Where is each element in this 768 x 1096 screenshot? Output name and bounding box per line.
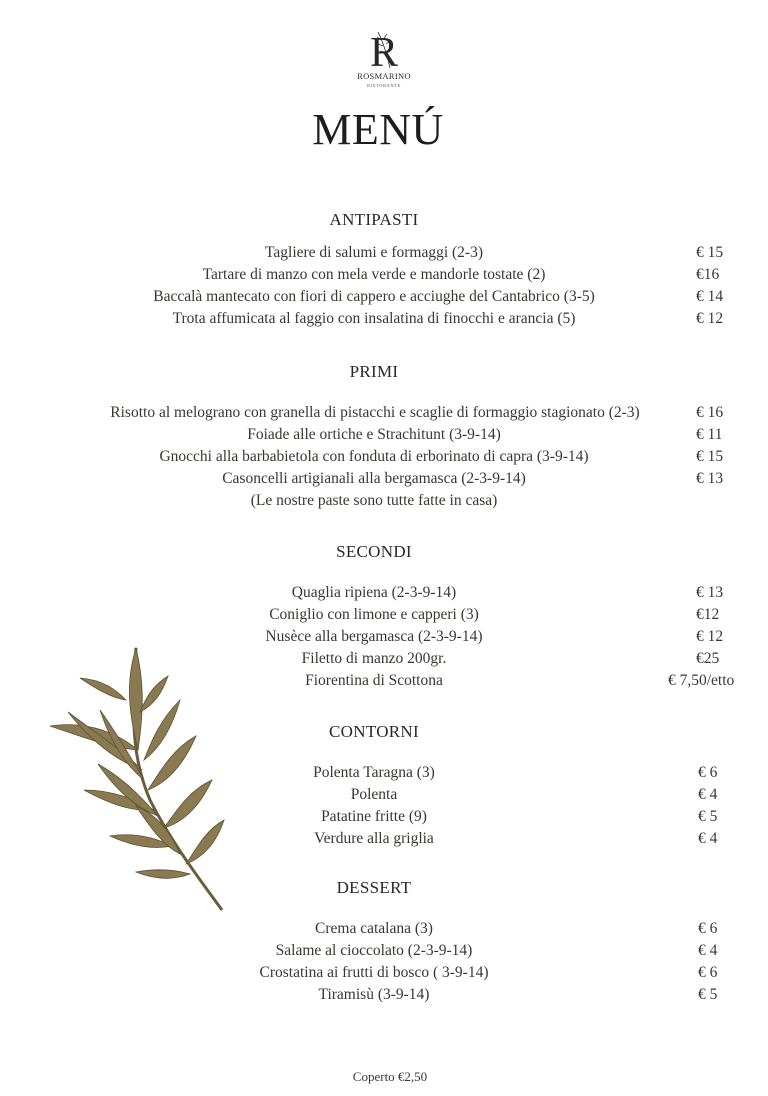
- menu-item-name: Quaglia ripiena (2-3-9-14): [291, 584, 457, 601]
- restaurant-logo: [334, 28, 434, 94]
- menu-item-name: Gnocchi alla barbabietola con fonduta di erborinato di capra (3-9-14): [159, 448, 589, 465]
- menu-item-name: Trota affumicata al faggio con insalatina di finocchi e arancia (5): [172, 310, 576, 327]
- menu-item-price: € 11: [696, 426, 723, 443]
- rosmarino-r-logo-icon: [364, 28, 404, 72]
- menu-item-name: Fiorentina di Scottona: [305, 672, 443, 689]
- menu-item-name: Tiramisù (3-9-14): [318, 986, 430, 1003]
- menu-item-price: € 14: [696, 288, 724, 305]
- menu-item-price: € 15: [696, 448, 724, 465]
- menu-item-price: € 6: [698, 920, 718, 937]
- section-title-primi: PRIMI: [349, 362, 399, 381]
- menu-note: (Le nostre paste sono tutte fatte in casa): [250, 492, 498, 509]
- menu-item-name: Casoncelli artigianali alla bergamasca (2-3-9-14): [222, 470, 526, 487]
- menu-item-name: Baccalà mantecato con fiori di cappero e acciughe del Cantabrico (3-5): [153, 288, 595, 305]
- logo-letter: R: [369, 30, 399, 72]
- menu-item-price: € 7,50/etto: [668, 672, 735, 689]
- menu-item-price: € 16: [696, 404, 724, 421]
- logo-subtitle: RISTORANTE: [367, 83, 401, 88]
- menu-item-name: Polenta: [350, 786, 398, 803]
- menu-item-price: € 12: [696, 310, 724, 327]
- page-title: MENÚ: [312, 105, 444, 154]
- menu-item-name: Filetto di manzo 200gr.: [301, 650, 447, 667]
- menu-item-name: Coniglio con limone e capperi (3): [269, 606, 479, 623]
- menu-item-name: Crostatina ai frutti di bosco ( 3-9-14): [259, 964, 489, 981]
- menu-item-price: € 5: [698, 808, 718, 825]
- menu-item-name: Foiade alle ortiche e Strachitunt (3-9-14): [247, 426, 501, 443]
- menu-item-name: Patatine fritte (9): [321, 808, 427, 825]
- menu-item-price: € 13: [696, 470, 724, 487]
- menu-item-price: €16: [696, 266, 720, 283]
- section-title-antipasti: ANTIPASTI: [329, 210, 419, 229]
- section-title-dessert: DESSERT: [336, 878, 412, 897]
- menu-item-price: € 4: [698, 830, 718, 847]
- menu-item-price: € 4: [698, 786, 718, 803]
- section-title-secondi: SECONDI: [336, 542, 412, 561]
- menu-item-name: Tagliere di salumi e formaggi (2-3): [265, 244, 483, 261]
- menu-item-price: € 15: [696, 244, 724, 261]
- menu-item-name: Polenta Taragna (3): [313, 764, 435, 781]
- rosemary-sprig-icon: [40, 640, 240, 920]
- menu-item-name: Tartare di manzo con mela verde e mandorle tostate (2): [202, 266, 546, 283]
- menu-item-price: € 4: [698, 942, 718, 959]
- menu-item-name: Crema catalana (3): [315, 920, 433, 937]
- menu-item-price: € 12: [696, 628, 724, 645]
- menu-item-price: €12: [696, 606, 720, 623]
- menu-item-price: € 6: [698, 764, 718, 781]
- section-title-contorni: CONTORNI: [329, 722, 419, 741]
- menu-item-name: Verdure alla griglia: [314, 830, 434, 847]
- menu-item-name: Nusèce alla bergamasca (2-3-9-14): [265, 628, 483, 645]
- menu-item-price: € 6: [698, 964, 718, 981]
- menu-item-price: €25: [696, 650, 720, 667]
- cover-charge: Coperto €2,50: [352, 1069, 428, 1084]
- menu-item-price: € 5: [698, 986, 718, 1003]
- menu-item-name: Risotto al melograno con granella di pistacchi e scaglie di formaggio stagionato (2-3): [110, 404, 640, 421]
- menu-item-price: € 13: [696, 584, 724, 601]
- menu-item-name: Salame al cioccolato (2-3-9-14): [275, 942, 473, 959]
- logo-brand-name: ROSMARINO: [357, 71, 411, 81]
